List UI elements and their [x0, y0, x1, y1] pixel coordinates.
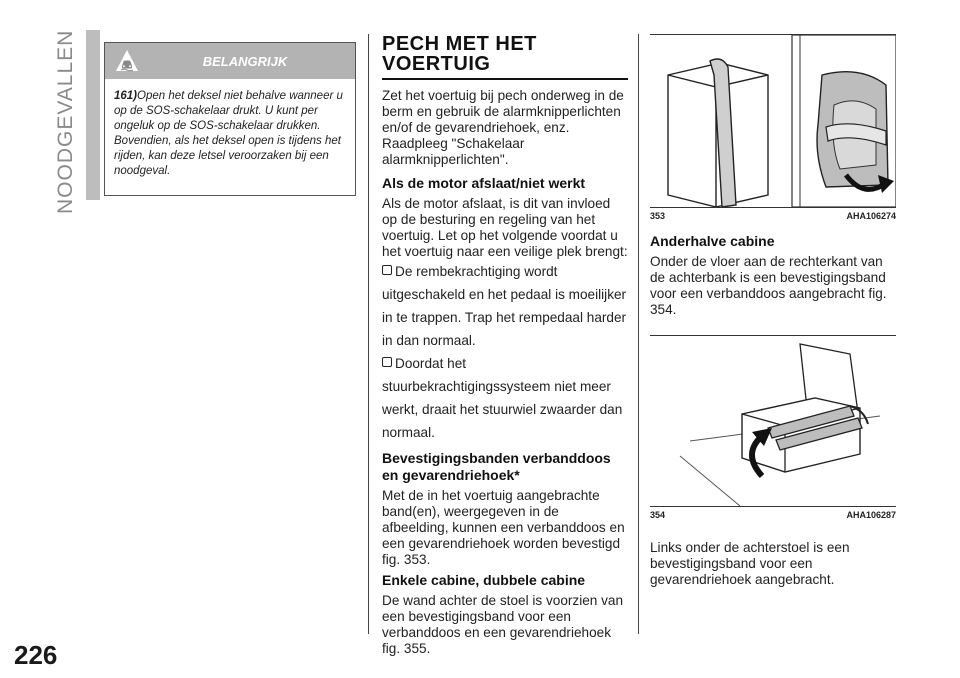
- bullet-steering-text: Doordat het stuurbekrachtigingssysteem niet meer werkt, draait het stuurwiel zwaarder dan normaal.: [382, 356, 623, 440]
- section-side-title: NOODGEVALLEN: [54, 30, 77, 215]
- straps-paragraph: Met de in het voertuig aangebrachte band(en), weergegeven in de afbeelding, kunnen een verbanddoos en een gevarendriehoek worden bevestigd fig. 353.: [382, 488, 625, 567]
- warning-title: BELANGRIJK: [202, 54, 288, 69]
- subheading-half-cabin: Anderhalve cabine: [650, 233, 775, 249]
- cabin-types-paragraph: De wand achter de stoel is voorzien van een bevestigingsband voor een verbanddoos en een gevarendriehoek fig. 355.: [382, 593, 624, 656]
- figure-354-number: 354: [650, 510, 666, 520]
- section-heading: PECH MET HET VOERTUIG: [382, 33, 537, 75]
- right-column: [650, 34, 896, 588]
- figure-354-code: AHA106287: [846, 510, 896, 520]
- figure-353-illustration: [650, 35, 896, 207]
- bullet-brake-text: De rembekrachtiging wordt uitgeschakeld en het pedaal is moeilijker in te trappen. Trap het rempedaal harder in dan normaal.: [382, 264, 627, 348]
- bullet-icon: [382, 265, 392, 275]
- heading-rule: [382, 78, 628, 80]
- subheading-straps: Bevestigingsbanden verbanddoos en gevarendriehoek*: [382, 450, 611, 483]
- figure-354-caption: [650, 507, 896, 520]
- warning-body: Open het deksel niet behalve wanneer u op de SOS-schakelaar drukt. U kunt per ongeluk op de SOS-schakelaar drukken. Bovendien, als het deksel open is tijdens het rijden, kan deze letsel veroorzaken bij een noodgeval.: [114, 90, 343, 177]
- bullet-icon: [382, 357, 392, 367]
- bullet-steering: [382, 352, 628, 444]
- column-divider-right: [638, 34, 639, 634]
- figure-353-code: AHA106274: [846, 211, 896, 221]
- engine-stall-paragraph: Als de motor afslaat, is dit van invloed op de besturing en regeling van het voertuig. Let op het volgende voordat u het voertuig naar een veilige plek brengt:: [382, 196, 628, 259]
- column-divider-left: [368, 34, 369, 634]
- middle-column: [382, 34, 628, 657]
- warning-box: [104, 42, 356, 196]
- warning-note-number: 161): [114, 90, 138, 102]
- subheading-cabin-types: Enkele cabine, dubbele cabine: [382, 572, 586, 588]
- page-number: 226: [14, 640, 58, 670]
- section-side-bar: [86, 30, 100, 200]
- intro-paragraph: Zet het voertuig bij pech onderweg in de berm en gebruik de alarmknipperlichten en/of de gevarendriehoek, enz. Raadpleeg "Schakelaar alarmknipperlichten".: [382, 88, 624, 167]
- closing-paragraph: Links onder de achterstoel is een bevestigingsband voor een gevarendriehoek aangebracht.: [650, 540, 850, 587]
- figure-353-number: 353: [650, 211, 666, 221]
- subheading-engine-stall: Als de motor afslaat/niet werkt: [382, 175, 586, 191]
- half-cabin-paragraph: Onder de vloer aan de rechterkant van de achterbank is een bevestigingsband voor een verbanddoos aangebracht fig. 354.: [650, 254, 887, 317]
- warning-header: [105, 43, 355, 79]
- bullet-brake: [382, 260, 628, 352]
- warning-text: [105, 79, 355, 179]
- figure-354-illustration: [650, 336, 896, 506]
- figure-353-caption: [650, 208, 896, 221]
